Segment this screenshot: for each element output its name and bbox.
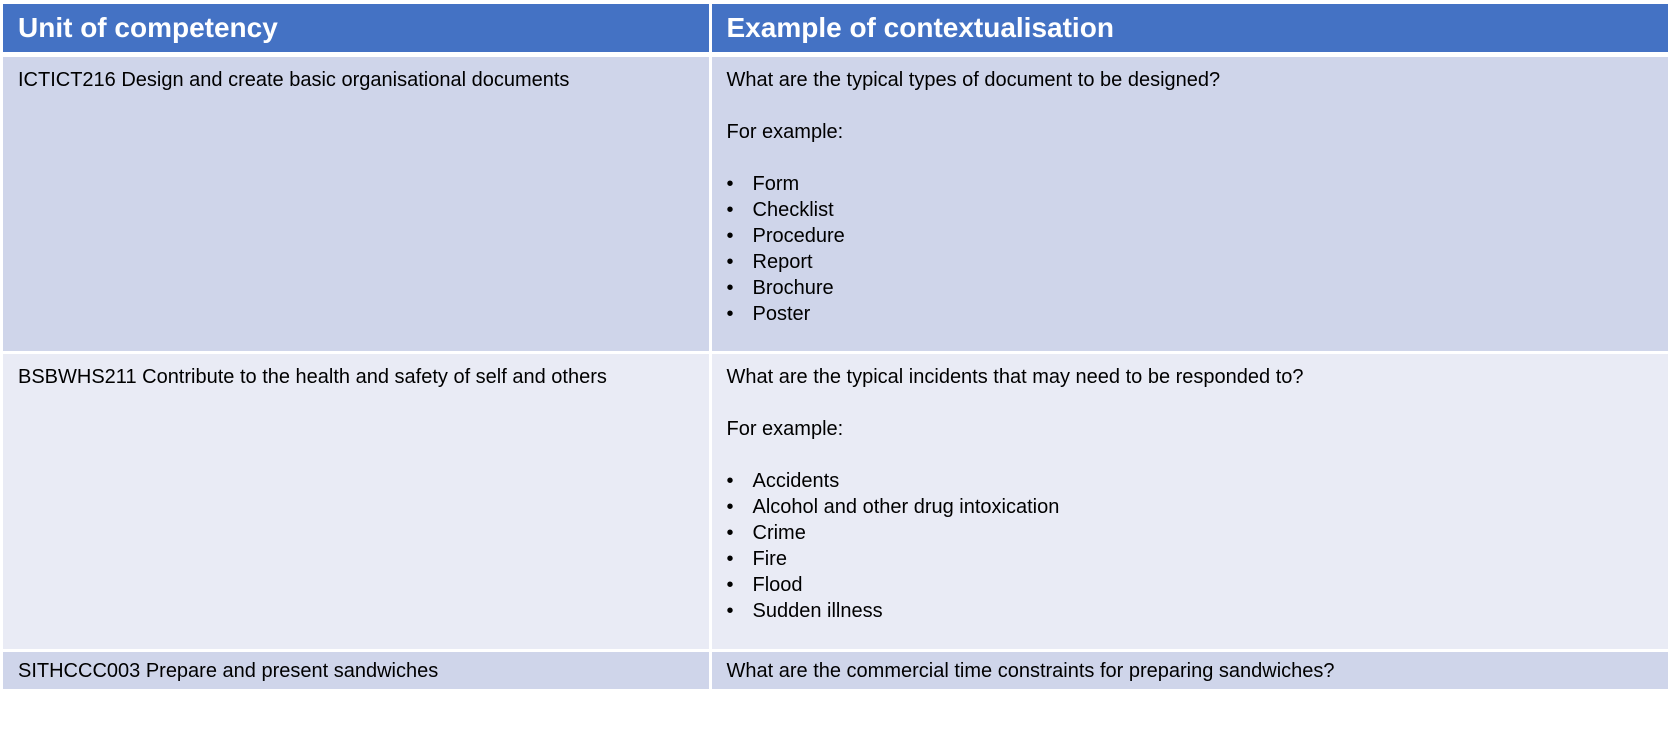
example-cell: [710, 54, 1668, 352]
list-item: • Poster: [753, 301, 1654, 327]
list-item: • Checklist: [753, 197, 1654, 223]
unit-cell: ICTICT216 Design and create basic organisational documents: [3, 54, 710, 352]
unit-cell: SITHCCC003 Prepare and present sandwiches: [3, 650, 710, 690]
contextualisation-table-container: [3, 4, 1668, 692]
unit-cell: BSBWHS211 Contribute to the health and safety of self and others: [3, 352, 710, 650]
header-example-of-contextualisation: Example of contextualisation: [710, 4, 1668, 54]
list-item: • Accidents: [753, 468, 1654, 494]
list-item: • Form: [753, 171, 1654, 197]
list-item: • Brochure: [753, 275, 1654, 301]
list-item: • Crime: [753, 520, 1654, 546]
list-item: • Report: [753, 249, 1654, 275]
table-row: [3, 650, 1668, 690]
list-item: • Sudden illness: [753, 598, 1654, 624]
example-cell: [710, 650, 1668, 690]
list-item: • Flood: [753, 572, 1654, 598]
list-item: • Fire: [753, 546, 1654, 572]
list-item: • Alcohol and other drug intoxication: [753, 494, 1654, 520]
example-list: [727, 171, 1654, 327]
for-example-label: For example:: [726, 417, 844, 440]
list-item: • Procedure: [753, 223, 1654, 249]
header-unit-of-competency: Unit of competency: [3, 4, 710, 54]
for-example-label: For example:: [726, 120, 844, 143]
example-list: [727, 468, 1654, 624]
table-header-row: [3, 4, 1668, 54]
contextualisation-table: [3, 4, 1668, 692]
question-text: What are the typical types of document to be designed?: [726, 68, 1221, 91]
table-row: [3, 352, 1668, 650]
example-cell: [710, 352, 1668, 650]
table-row: [3, 54, 1668, 352]
question-text: What are the typical incidents that may need to be responded to?: [726, 365, 1304, 388]
question-text: What are the commercial time constraints for preparing sandwiches?: [726, 659, 1335, 682]
